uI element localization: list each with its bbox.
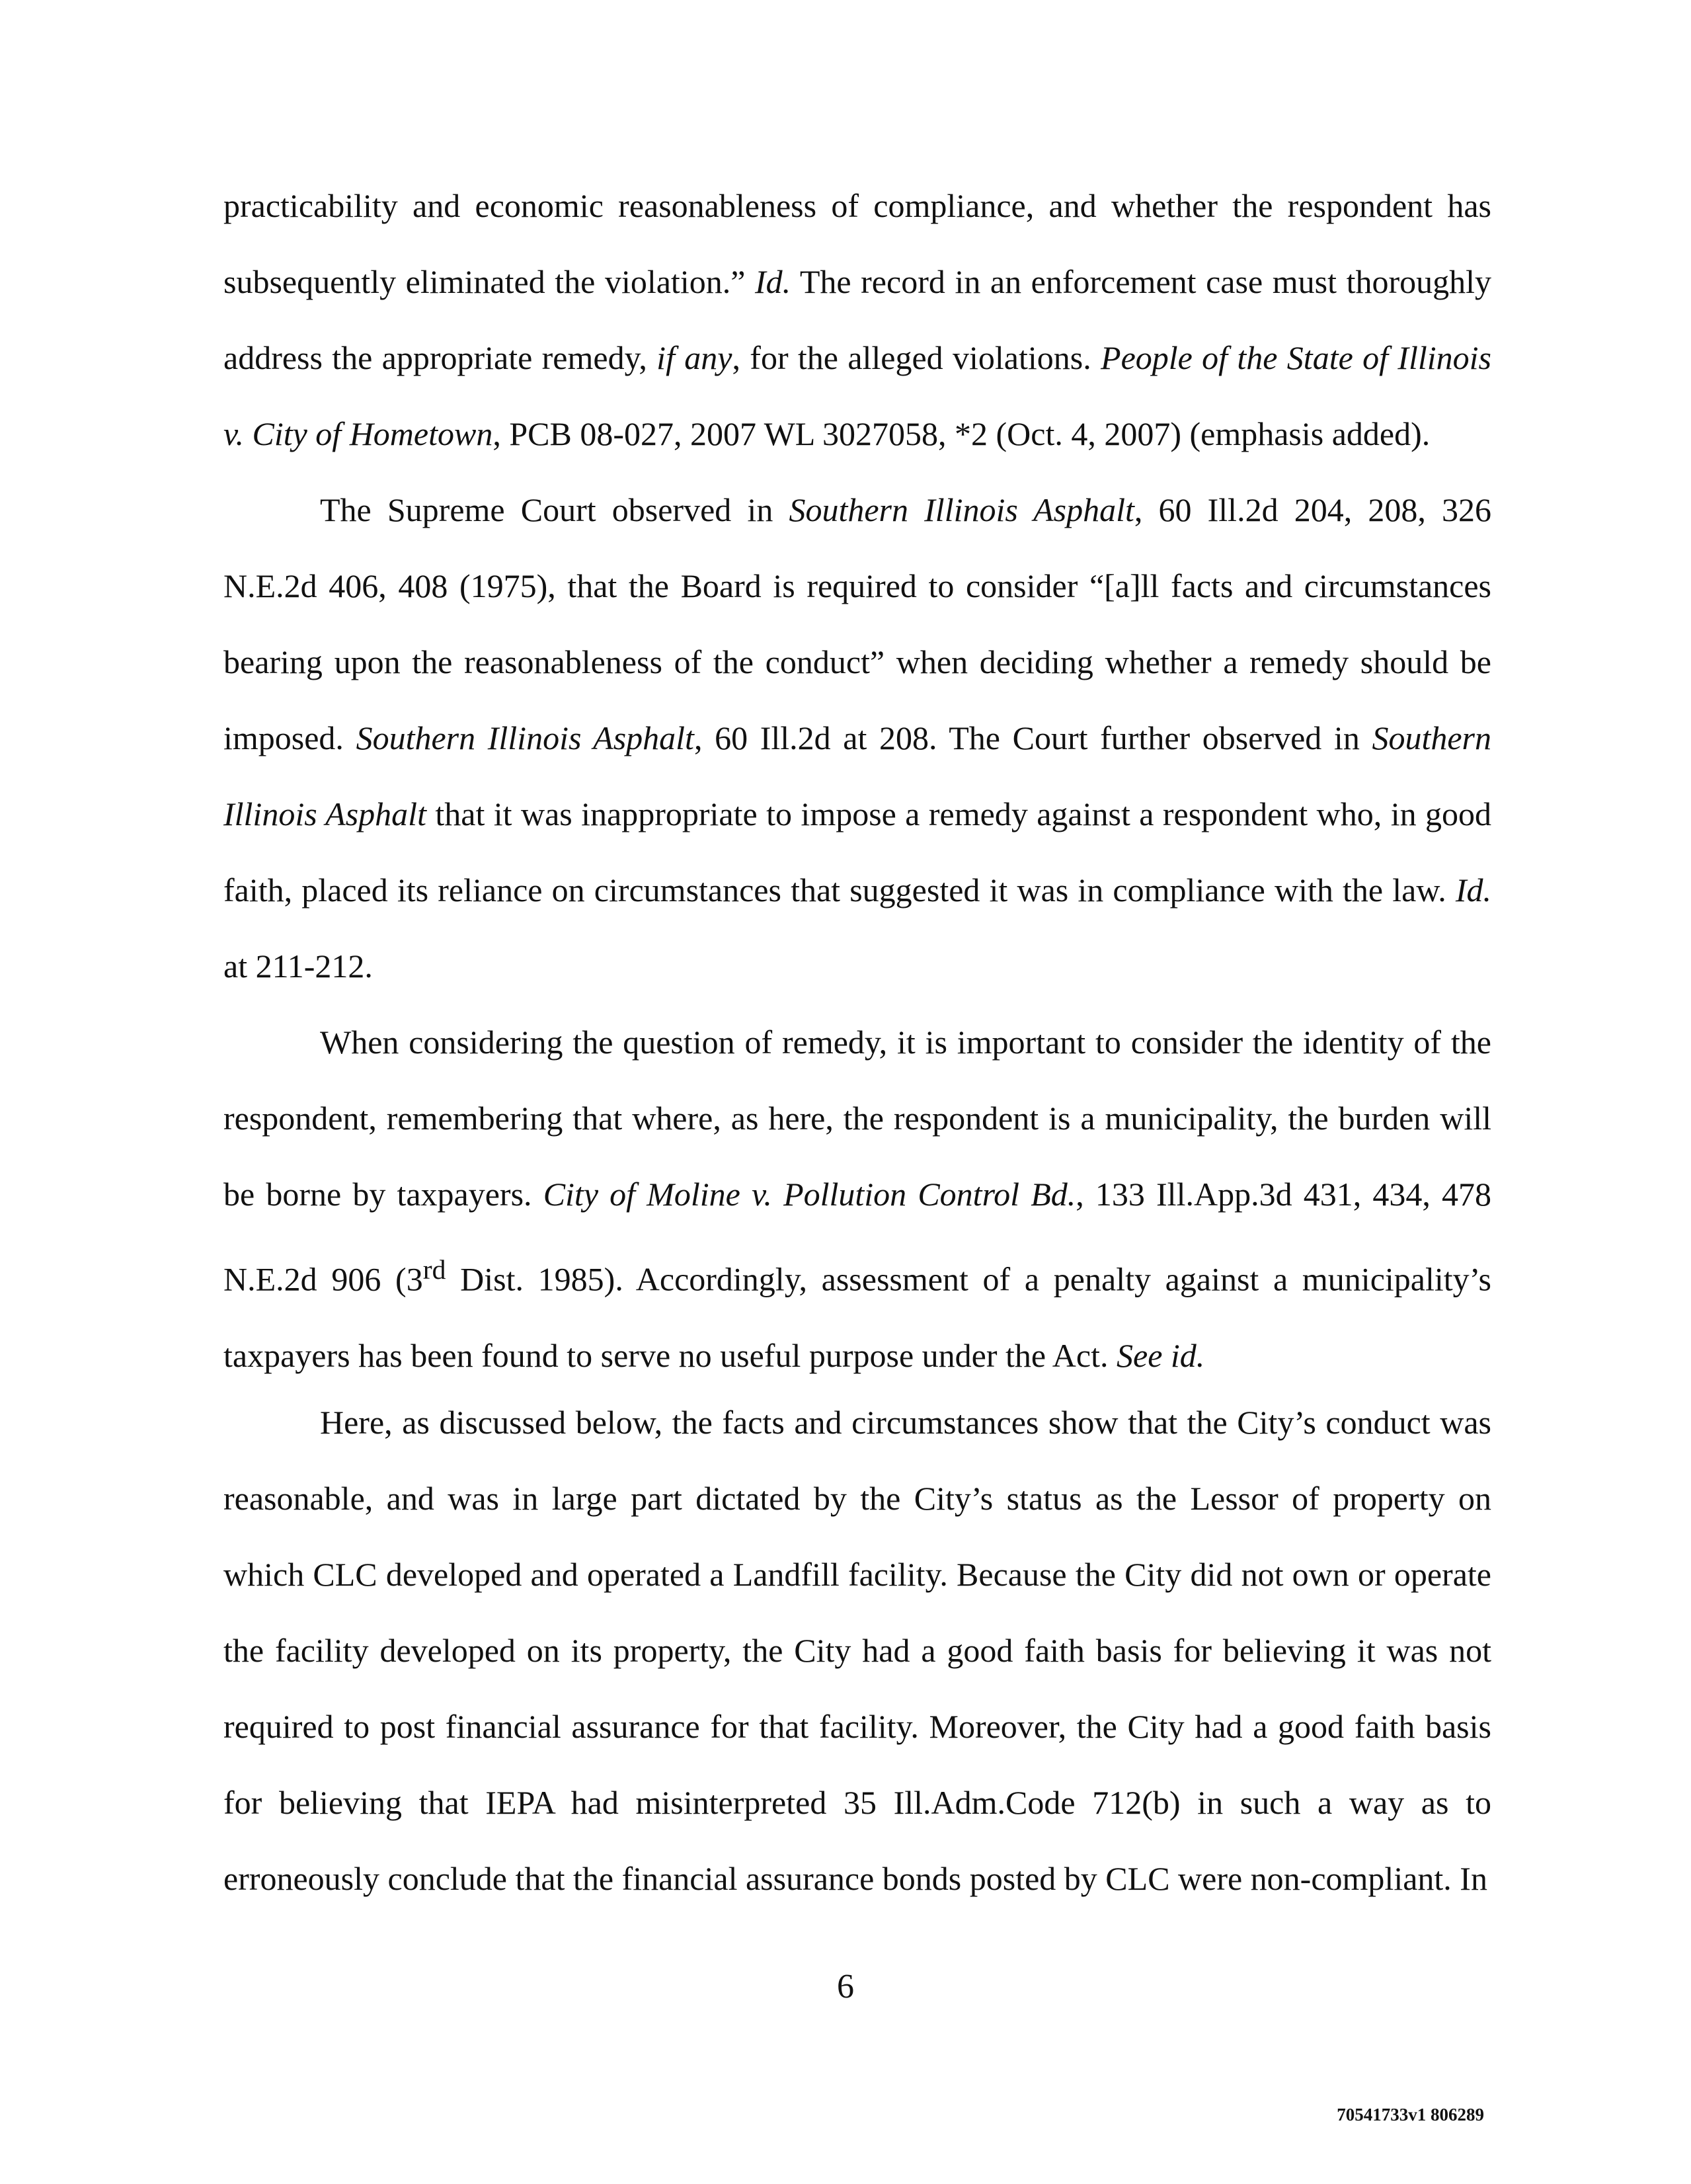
paragraph-municipality-taxpayers: When considering the question of remedy, it is important to consider the identity of the respondent, remembering that where, as here, the respondent is a municipality, the burden will be borne by taxpayers. City of Moline v. Pollution Control Bd., 133 Ill.App.3d 431, 434, 478 N.E.2d 906 (3rd Dist. 1985). Accordingly, assessment of a penalty against a municipality’s taxpayers has been found to serve no useful purpose under the Act. See id. [223,1024,1491,1374]
paragraph-remedy-record: practicability and economic reasonableness of compliance, and whether the respondent has subsequently eliminated the violation.” Id. The record in an enforcement case must thoroughly address the appropriate remedy, if any, for the alleged violations. People of the State of Illinois v. City of Hometown, PCB 08-027, 2007 WL 3027058, *2 (Oct. 4, 2007) (emphasis added). [223,187,1491,452]
paragraph-southern-illinois-asphalt: The Supreme Court observed in Southern Illinois Asphalt, 60 Ill.2d 204, 208, 326 N.E.2d 406, 408 (1975), that the Board is required to consider “[a]ll facts and circumstances bearing upon the reasonableness of the conduct” when deciding whether a remedy should be imposed. Southern Illinois Asphalt, 60 Ill.2d at 208. The Court further observed in Southern Illinois Asphalt that it was inappropriate to impose a remedy against a respondent who, in good faith, placed its reliance on circumstances that suggested it was in compliance with the law. Id. at 211-212. [223,491,1492,985]
page-number: 6 [837,1968,854,2005]
document-id: 70541733v1 806289 [1337,2105,1484,2124]
paragraph-city-conduct-reasonable: Here, as discussed below, the facts and circumstances show that the City’s conduct was reasonable, and was in large part dictated by the City’s status as the Lessor of property on which CLC developed and operated a Landfill facility. Because the City did not own or operate the facility developed on its property, the City had a good faith basis for believing it was not required to post financial assurance for that facility. Moreover, the City had a good faith basis for believing that IEPA had misinterpreted 35 Ill.Adm.Code 712(b) in such a way as to erroneously conclude that the financial assurance bonds posted by CLC were non-compliant. In [223,1404,1491,1897]
